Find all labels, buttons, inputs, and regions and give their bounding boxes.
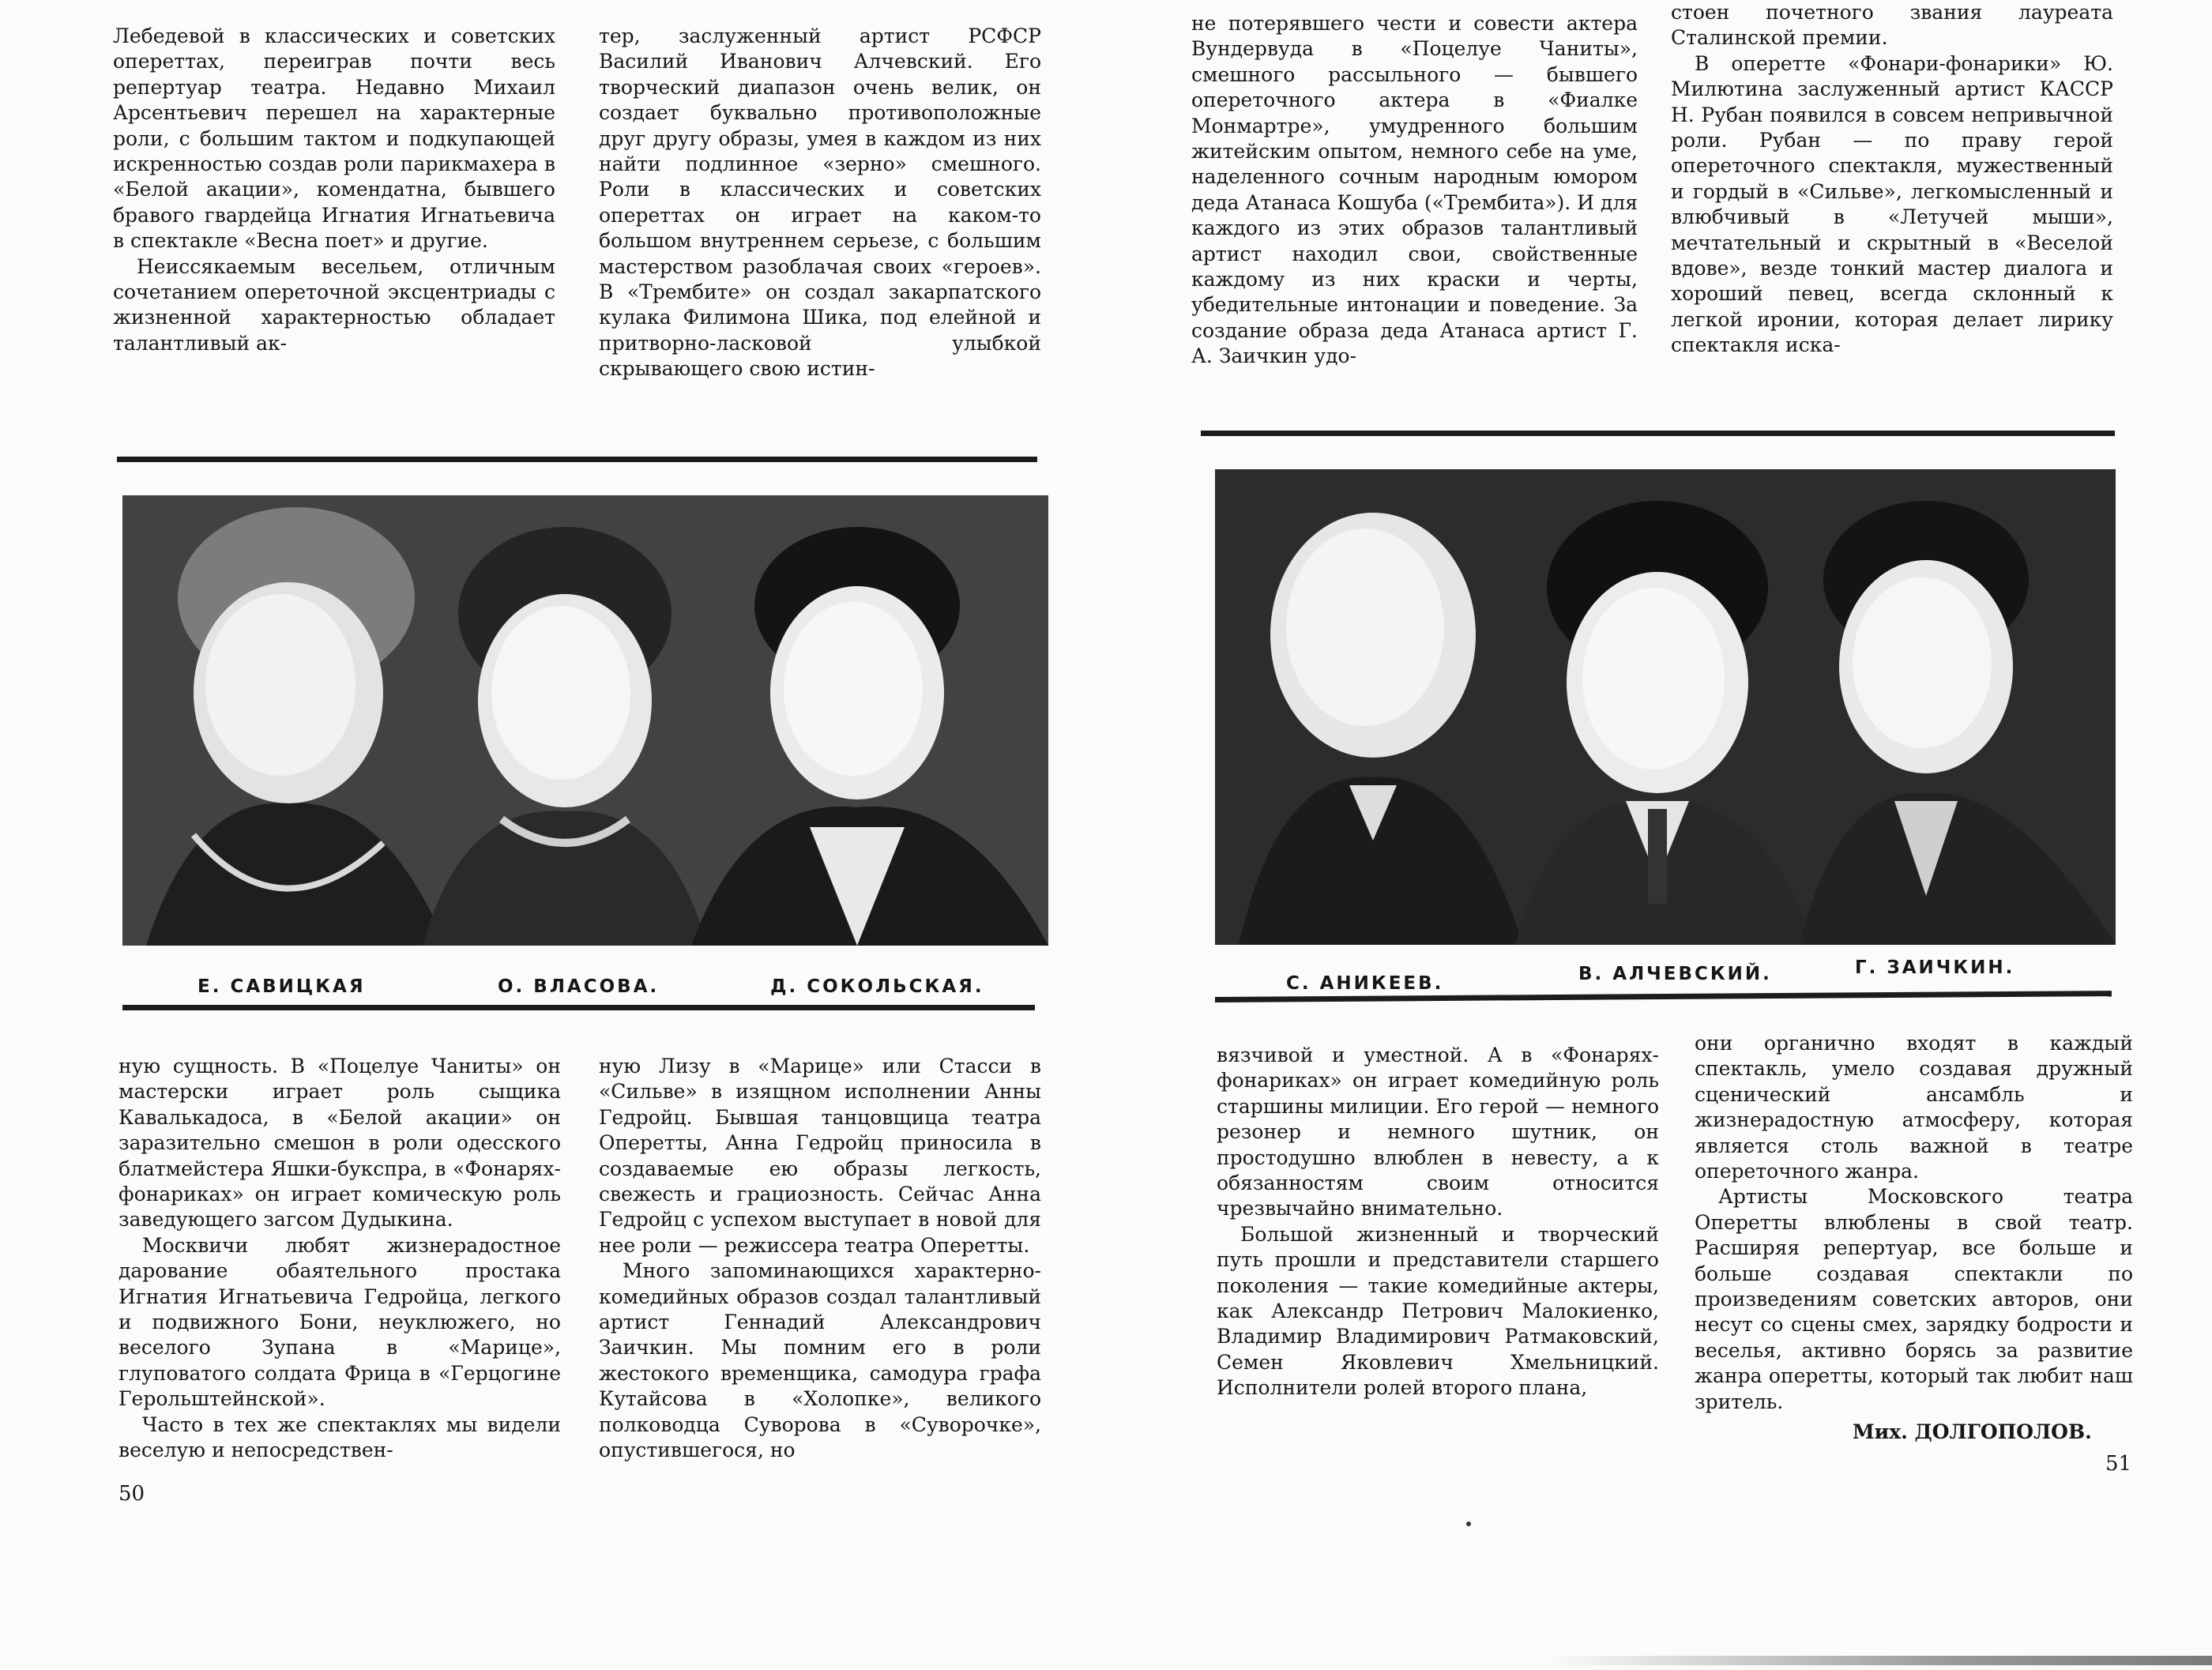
caption-vlasova: О. ВЛАСОВА.: [498, 976, 660, 997]
paragraph: В оперетте «Фонари-фонарики» Ю. Милютина заслуженный артист КАССР Н. Рубан появился в совсем непривычной роли. Рубан — по праву герой опереточного спектакля, мужественный и гордый в «Сильве», легкомысленный и влюбчивый в «Летучей мыши», мечтательный и скрытный в «Веселой вдове», везде тонкий мастер диалога и хороший певец, всегда склонный к легкой иронии, которая делает лирику спектакля иска-: [1671, 51, 2113, 357]
paragraph: Часто в тех же спектаклях мы видели веселую и непосредствен-: [118, 1412, 561, 1462]
left-bottom-column-2: [599, 1054, 1041, 1464]
divider-rule: [1201, 431, 2115, 436]
paragraph: тер, заслуженный артист РСФСР Василий Иванович Алчевский. Его творческий диапазон очень велик, он создает буквально противоположные друг другу образы, умея в каждом из них найти подлинное «зерно» смешного. Роли в классических и советских опереттах он играет на каком-то большом внутреннем серьезе, с большим мастерством разоблачая своих «героев». В «Трембите» он создал закарпатского кулака Филимона Шика, под елейной и притворно-ласковой улыбкой скрывающего свою истин-: [599, 24, 1041, 381]
caption-row-left: [122, 976, 1048, 1008]
divider-rule: [122, 1005, 1035, 1010]
photo-actors: [1215, 469, 2116, 945]
paragraph: Артисты Московского театра Оперетты влюблены в свой театр. Расширяя репертуар, все больше и больше создавая спектакли по произведениям советских авторов, они несут со сцены смех, зарядку бодрости и веселья, активно борясь за развитие жанра оперетты, который так любит наш зритель.: [1695, 1185, 2133, 1413]
paragraph: Большой жизненный и творческий путь прошли и представители старшего поколения — такие комедийные актеры, как Александр Петрович Малокиенко, Владимир Владимирович Ратмаковский, Семен Яковлевич Хмельницкий. Исполнители ролей второго плана,: [1217, 1222, 1659, 1400]
paragraph: ную сущность. В «Поцелуе Чаниты» он мастерски играет роль сыщика Кавалькадоса, в «Белой акации» он заразительно смешон в роли одесского блатмейстера Яшки-букспра, в «Фонарях-фонариках» он играет комическую роль заведующего загсом Дудыкина.: [118, 1055, 561, 1232]
caption-savitskaya: Е. САВИЦКАЯ: [198, 976, 366, 997]
paragraph: стоен почетного звания лауреата Сталинской премии.: [1671, 1, 2113, 50]
page-number: 51: [2105, 1452, 2132, 1476]
ink-speck: [1466, 1521, 1471, 1526]
right-top-column-2: [1671, 0, 2113, 359]
right-page: [1106, 0, 2212, 1670]
caption-alchevsky: В. АЛЧЕВСКИЙ.: [1578, 964, 1772, 984]
paragraph: ную Лизу в «Марице» или Стасси в «Сильве» в изящном исполнении Анны Гедройц. Бывшая танцовщица театра Оперетты, Анна Гедройц приносила в создаваемые ею образы легкость, свежесть и грациозность. Сейчас Анна Гедройц с успехом выступает в новой для нее роли — режиссера театра Оперетты.: [599, 1055, 1041, 1257]
left-top-column-2: [599, 24, 1041, 382]
right-bottom-column-2: [1695, 1031, 2133, 1415]
left-top-column-1: [113, 24, 555, 356]
paragraph: Много запоминающихся характерно-комедийных образов создал талантливый артист Геннадий Александрович Заичкин. Мы помним его в роли жестокого временщика, самодура графа Кутайсова в «Холопке», великого полководца Суворова в «Суворочке», опустившегося, но: [599, 1259, 1041, 1462]
left-bottom-column-1: [118, 1054, 561, 1464]
author-signature: Мих. ДОЛГОПОЛОВ.: [1853, 1420, 2092, 1443]
paragraph: не потерявшего чести и совести актера Вундервуда в «Поцелуе Чаниты», смешного рассыльного — бывшего опереточного актера в «Фиалке Монмартре», умудренного большим житейским опытом, немного себе на уме, наделенного сочным народным юмором деда Атанаса Кошуба («Трембита»). И для каждого из этих образов талантливый артист находил свои, свойственные каждому из них краски и черты, убедительные интонации и поведение. За создание образа деда Атанаса артист Г. А. Заичкин удо-: [1191, 12, 1638, 368]
caption-row-right: [1215, 957, 2116, 994]
page-edge-shadow: [1548, 1656, 2212, 1665]
paragraph: Лебедевой в классических и советских опереттах, переиграв почти весь репертуар театра. Недавно Михаил Арсентьевич перешел на характерные роли, с большим тактом и подкупающей искренностью создав роли парикмахера в «Белой акации», комендатна, бывшего бравого гвардейца Игнатия Игнатьевича в спектакле «Весна поет» и другие.: [113, 24, 555, 253]
right-bottom-column-1: [1217, 1043, 1659, 1401]
paragraph: вязчивой и уместной. А в «Фонарях-фонариках» он играет комедийную роль старшины милиции. Его герой — немного резонер и немного шутник, он простодушно влюблен в невесту, а к обязанностям своим относится чрезвычайно внимательно.: [1217, 1044, 1659, 1221]
photo-actresses: [122, 495, 1048, 946]
paragraph: Неиссякаемым весельем, отличным сочетанием опереточной эксцентриады с жизненной характерностью обладает талантливый ак-: [113, 254, 555, 355]
caption-anikeev: С. АНИКЕЕВ.: [1286, 973, 1444, 994]
paragraph: они органично входят в каждый спектакль, умело создавая дружный сценический ансамбль и жизнерадостную атмосферу, которая является столь важной в театре опереточного жанра.: [1695, 1032, 2133, 1183]
right-top-column-1: [1191, 11, 1638, 370]
page-number: 50: [118, 1482, 145, 1506]
divider-rule: [117, 457, 1037, 462]
caption-zaichkin: Г. ЗАИЧКИН.: [1855, 957, 2015, 978]
paragraph: Москвичи любят жизнерадостное дарование обаятельного простака Игнатия Игнатьевича Гедройца, легкого и подвижного Бони, неуклюжего, но веселого Зупана в «Марице», глуповатого солдата Фрица в «Герцогине Герольштейнской».: [118, 1233, 561, 1411]
caption-sokolskaya: Д. СОКОЛЬСКАЯ.: [770, 976, 984, 997]
